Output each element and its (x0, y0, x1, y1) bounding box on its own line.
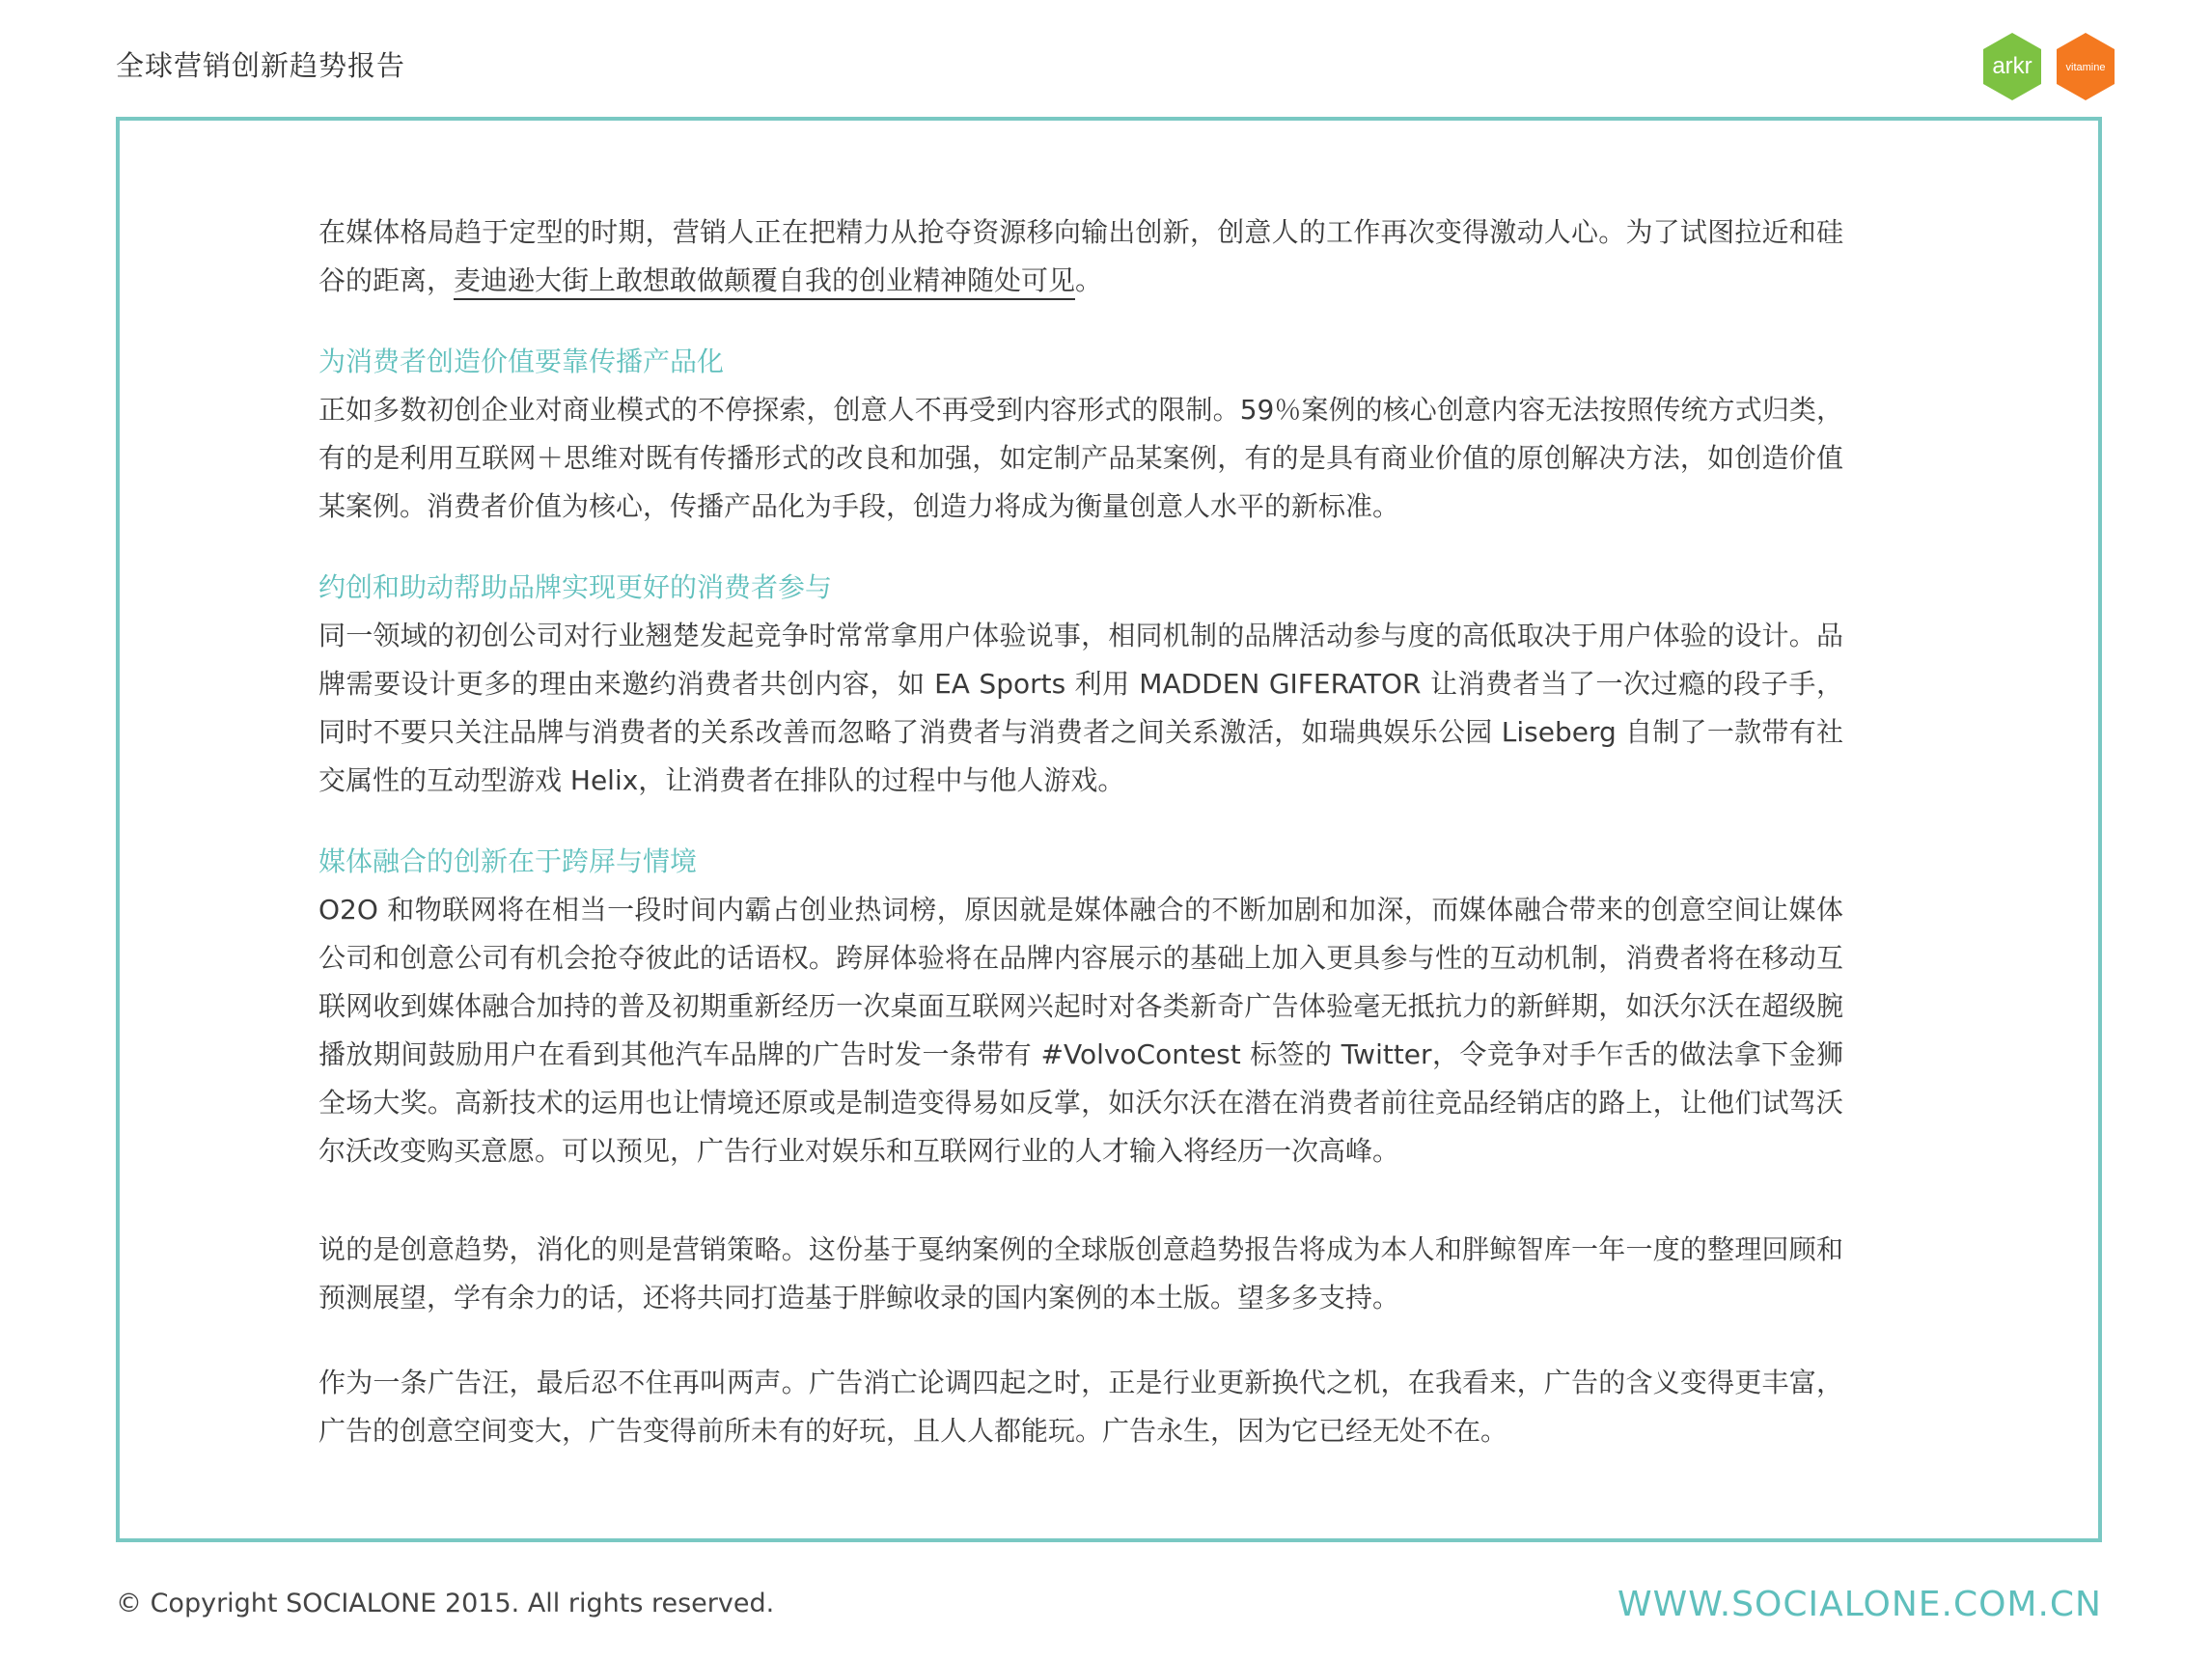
intro-text-after: 。 (1075, 264, 1103, 296)
arkr-logo (1980, 31, 2044, 102)
intro-paragraph (318, 208, 1843, 305)
closing-paragraph-2: 作为一条广告汪，最后忍不住再叫两声。广告消亡论调四起之时，正是行业更新换代之机，在我看来，广告的含义变得更丰富，广告的创意空间变大，广告变得前所未有的好玩，且人人都能玩。广告永生，因为它已经无处不在。 (318, 1367, 1843, 1447)
intro-text-before: 在媒体格局趋于定型的时期，营销人正在把精力从抢夺资源移向输出创新，创意人的工作再次变得激动人心。为了试图拉近和硅谷的距离， (318, 216, 1843, 296)
section-heading-3: 媒体融合的创新在于跨屏与情境 (318, 845, 698, 877)
vitamine-logo (2054, 31, 2117, 102)
brand-logos (1980, 31, 2127, 102)
arkr-logo-text: arkr (1992, 53, 2032, 79)
section-heading-1: 为消费者创造价值要靠传播产品化 (318, 346, 725, 377)
page-header-title: 全球营销创新趋势报告 (116, 49, 406, 82)
closing-paragraph-1: 说的是创意趋势，消化的则是营销策略。这份基于戛纳案例的全球版创意趋势报告将成为本人和胖鲸智库一年一度的整理回顾和预测展望，学有余力的话，还将共同打造基于胖鲸收录的国内案例的本土版。望多多支持。 (318, 1233, 1843, 1313)
intro-underlined-text: 麦迪逊大街上敢想敢做颠覆自我的创业精神随处可见 (454, 264, 1075, 300)
footer-website-link[interactable]: WWW.SOCIALONE.COM.CN (1618, 1585, 2102, 1624)
footer-copyright: © Copyright SOCIALONE 2015. All rights reserved. (116, 1589, 775, 1618)
section-body-1: 正如多数初创企业对商业模式的不停探索，创意人不再受到内容形式的限制。59％案例的核心创意内容无法按照传统方式归类，有的是利用互联网＋思维对既有传播形式的改良和加强，如定制产品某案例，有的是具有商业价值的原创解决方法，如创造价值某案例。消费者价值为核心，传播产品化为手段，创造力将成为衡量创意人水平的新标准。 (318, 394, 1843, 522)
vitamine-logo-text: vitamine (2065, 62, 2106, 73)
section-body-3: O2O 和物联网将在相当一段时间内霸占创业热词榜，原因就是媒体融合的不断加剧和加深，而媒体融合带来的创意空间让媒体公司和创意公司有机会抢夺彼此的话语权。跨屏体验将在品牌内容展示的基础上加入更具参与性的互动机制，消费者将在移动互联网收到媒体融合加持的普及初期重新经历一次桌面互联网兴起时对各类新奇广告体验毫无抵抗力的新鲜期，如沃尔沃在超级腕播放期间鼓励用户在看到其他汽车品牌的广告时发一条带有 #VolvoContest 标签的 Twitter，令竞争对手乍舌的做法拿下金狮全场大奖。高新技术的运用也让情境还原或是制造变得易如反掌，如沃尔沃在潜在消费者前往竞品经销店的路上，让他们试驾沃尔沃改变购买意愿。可以预见，广告行业对娱乐和互联网行业的人才输入将经历一次高峰。 (318, 894, 1843, 1167)
section-heading-2: 约创和助动帮助品牌实现更好的消费者参与 (318, 571, 833, 603)
section-body-2: 同一领域的初创公司对行业翘楚发起竞争时常常拿用户体验说事，相同机制的品牌活动参与度的高低取决于用户体验的设计。品牌需要设计更多的理由来邀约消费者共创内容，如 EA Sports 利用 MADDEN GIFERATOR 让消费者当了一次过瘾的段子手，同时不要只关注品牌与消费者的关系改善而忽略了消费者与消费者之间关系激活，如瑞典娱乐公园 Liseberg 自制了一款带有社交属性的互动型游戏 Helix，让消费者在排队的过程中与他人游戏。 (318, 620, 1843, 796)
article-content (318, 208, 1843, 1455)
